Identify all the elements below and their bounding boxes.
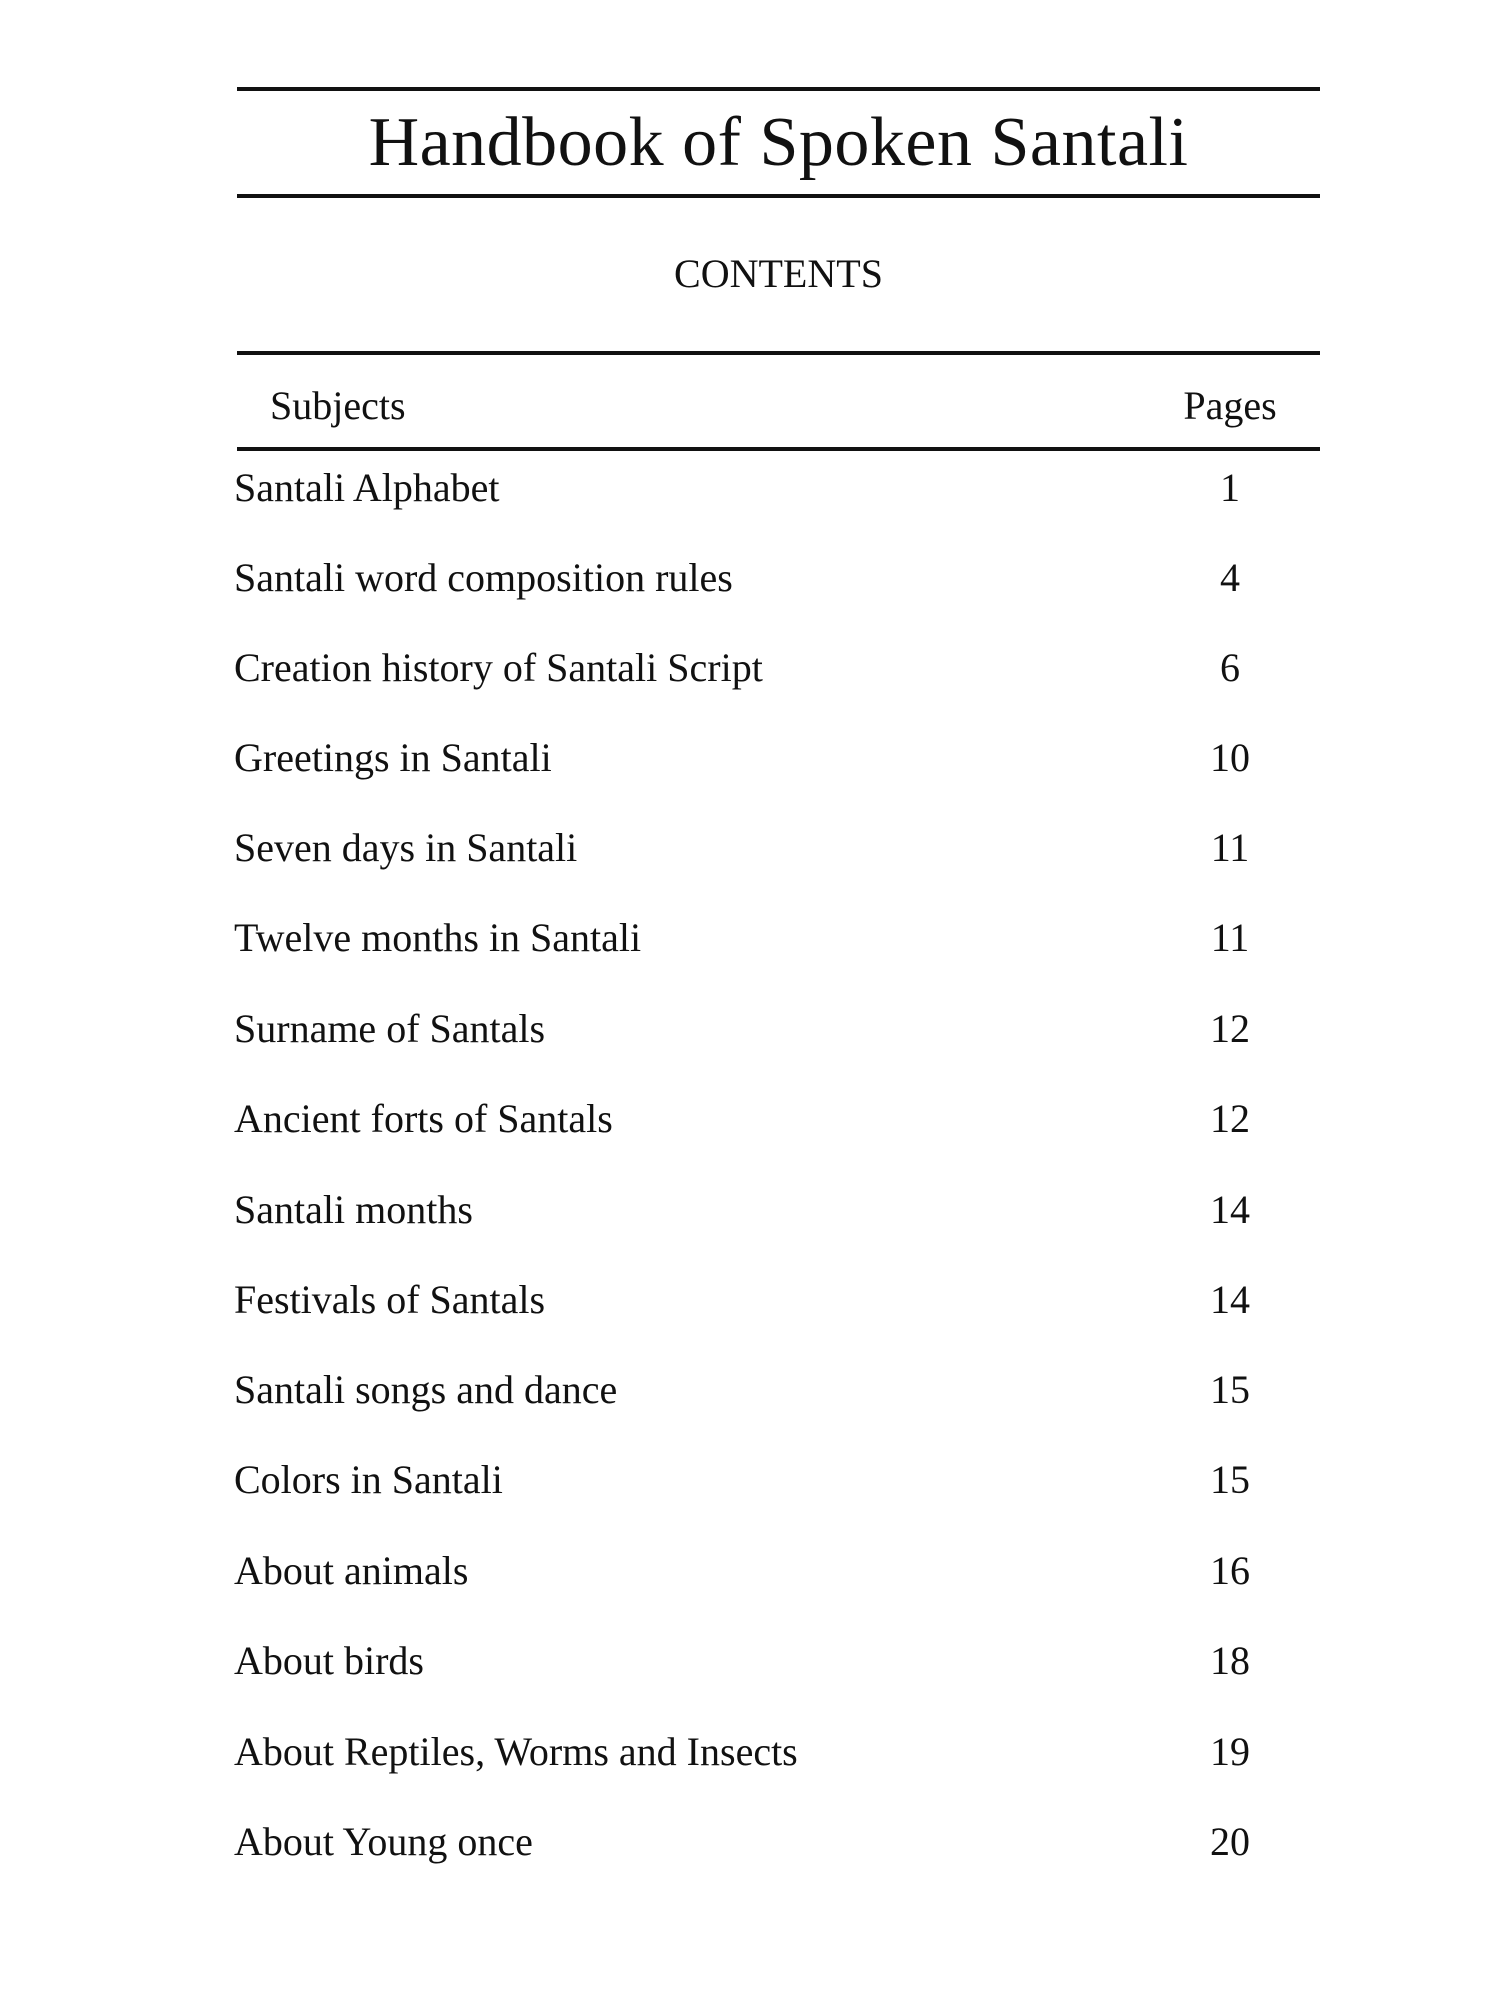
- toc-entry: [234, 1450, 1320, 1510]
- column-header-pages: Pages: [1183, 383, 1277, 428]
- contents-heading: CONTENTS: [674, 251, 883, 296]
- toc-entry-page: 15: [1210, 1367, 1250, 1412]
- toc-entry-page: 15: [1210, 1457, 1250, 1502]
- toc-entry-subject: Festivals of Santals: [234, 1277, 546, 1322]
- toc-entry-subject: Santali word composition rules: [234, 555, 733, 600]
- toc-entry-page: 10: [1210, 735, 1250, 780]
- toc-entry: [234, 1541, 1320, 1601]
- toc-entry-page: 19: [1210, 1729, 1250, 1774]
- toc-entry-page: 1: [1220, 465, 1240, 510]
- toc-entry: [234, 1722, 1320, 1782]
- toc-entry: [234, 548, 1320, 608]
- toc-entry-subject: About animals: [234, 1548, 469, 1593]
- toc-entry-subject: About Young once: [234, 1819, 533, 1864]
- toc-entry: [234, 728, 1320, 788]
- toc-entry-subject: About birds: [234, 1638, 424, 1683]
- toc-entry-page: 11: [1210, 915, 1250, 960]
- toc-entry-subject: About Reptiles, Worms and Insects: [234, 1729, 798, 1774]
- toc-entry-subject: Santali months: [234, 1187, 473, 1232]
- toc-entry: [234, 1360, 1320, 1420]
- toc-entry: [234, 1812, 1320, 1872]
- toc-entry-subject: Creation history of Santali Script: [234, 645, 763, 690]
- toc-entry: [234, 908, 1320, 968]
- toc-entry-subject: Ancient forts of Santals: [234, 1096, 613, 1141]
- toc-entry-page: 16: [1210, 1548, 1250, 1593]
- toc-entry-subject: Twelve months in Santali: [234, 915, 642, 960]
- toc-entry-page: 6: [1220, 645, 1240, 690]
- toc-entry-subject: Santali songs and dance: [234, 1367, 618, 1412]
- toc-entry: [234, 999, 1320, 1059]
- toc-entry-page: 4: [1220, 555, 1240, 600]
- toc-entry: [234, 1089, 1320, 1149]
- toc-entry-page: 12: [1210, 1006, 1250, 1051]
- toc-entry-page: 18: [1210, 1638, 1250, 1683]
- toc-entry-subject: Santali Alphabet: [234, 465, 500, 510]
- toc-entry-page: 12: [1210, 1096, 1250, 1141]
- toc-entry: [234, 638, 1320, 698]
- toc-entry-page: 20: [1210, 1819, 1250, 1864]
- toc-entry: [234, 818, 1320, 878]
- column-header-subjects: Subjects: [270, 383, 406, 428]
- toc-entry-page: 14: [1210, 1187, 1250, 1232]
- toc-entry: [234, 1180, 1320, 1240]
- toc-entry-subject: Seven days in Santali: [234, 825, 578, 870]
- toc-entry: [234, 458, 1320, 518]
- book-title: Handbook of Spoken Santali: [368, 104, 1189, 181]
- toc-entry: [234, 1270, 1320, 1330]
- toc-entry-subject: Surname of Santals: [234, 1006, 546, 1051]
- toc-entry: [234, 1631, 1320, 1691]
- toc-entry-page: 14: [1210, 1277, 1250, 1322]
- toc-entry-page: 11: [1210, 825, 1250, 870]
- toc-entry-subject: Colors in Santali: [234, 1457, 503, 1502]
- toc-entry-subject: Greetings in Santali: [234, 735, 552, 780]
